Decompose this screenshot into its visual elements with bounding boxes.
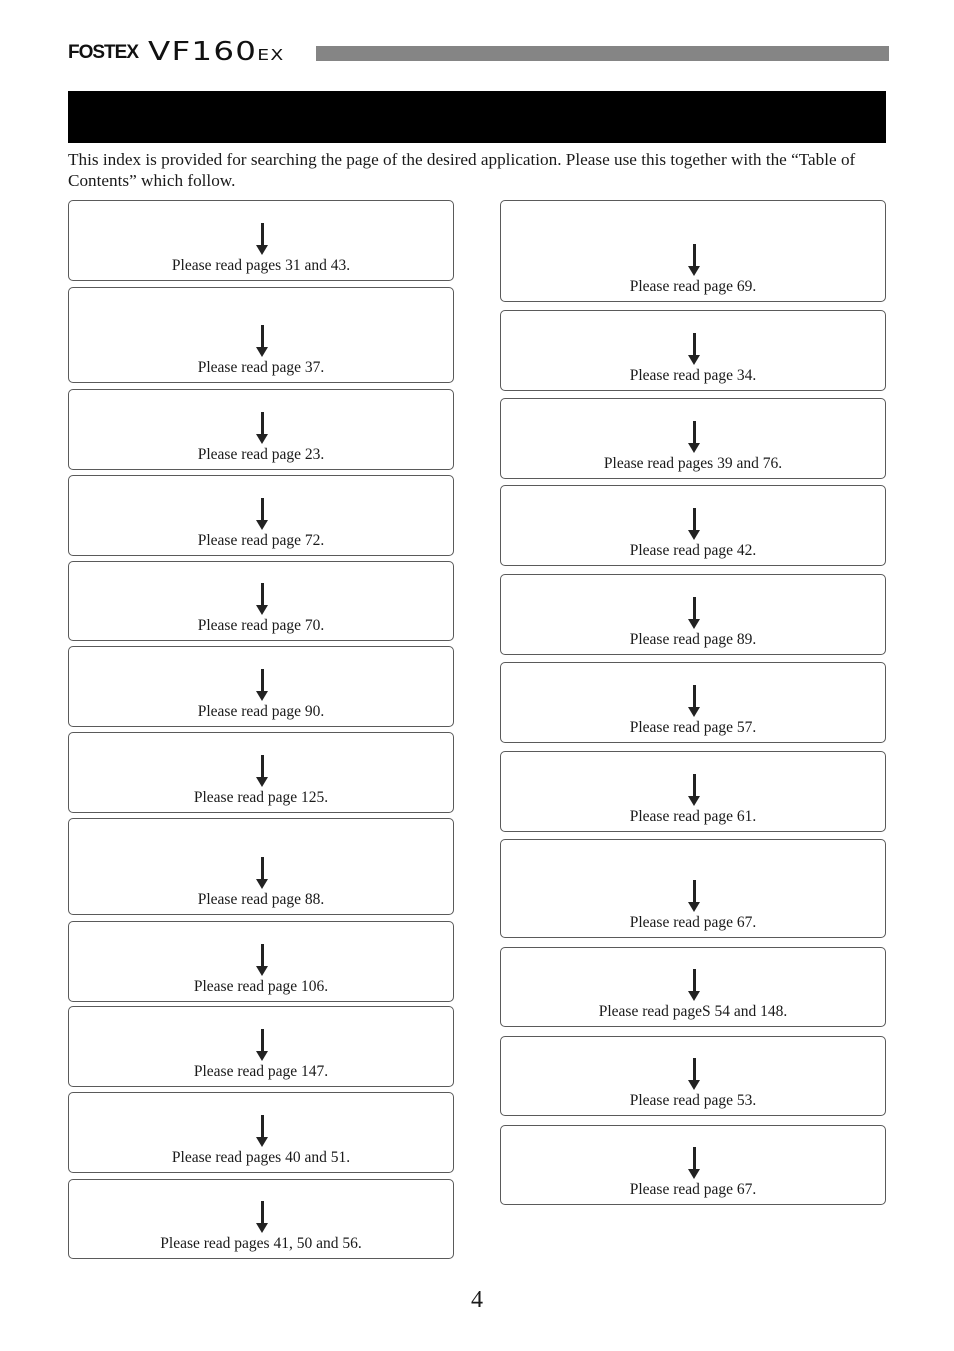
right-index-box: [500, 839, 886, 938]
right-index-box: [500, 200, 886, 302]
page-reference: Please read page 89.: [629, 631, 757, 648]
down-arrow-icon: [261, 1115, 264, 1139]
left-index-box: [68, 1179, 454, 1259]
down-arrow-icon: [693, 421, 696, 445]
left-index-box: [68, 732, 454, 813]
right-index-box: [500, 485, 886, 566]
page-reference: Please read pages 31 and 43.: [171, 257, 351, 274]
down-arrow-icon: [693, 244, 696, 268]
down-arrow-icon: [261, 669, 264, 693]
page-reference: Please read page 42.: [629, 542, 757, 559]
left-index-box: [68, 475, 454, 556]
down-arrow-icon: [261, 1029, 264, 1053]
right-index-box: [500, 1036, 886, 1116]
left-index-box: [68, 921, 454, 1002]
left-index-box: [68, 389, 454, 470]
model-name: VF160: [148, 37, 258, 67]
down-arrow-icon: [261, 1201, 264, 1225]
right-index-box: [500, 662, 886, 743]
page-reference: Please read page 70.: [197, 617, 325, 634]
down-arrow-icon: [693, 685, 696, 709]
page-reference: Please read page 125.: [193, 789, 329, 806]
down-arrow-icon: [261, 857, 264, 881]
page-reference: Please read page 67.: [629, 914, 757, 931]
left-index-box: [68, 287, 454, 383]
page-reference: Please read pages 41, 50 and 56.: [160, 1235, 362, 1252]
left-index-box: [68, 1092, 454, 1173]
page-reference: Please read page 106.: [193, 978, 329, 995]
page-reference: Please read page 23.: [197, 446, 325, 463]
page-reference: Please read page 69.: [629, 278, 757, 295]
page-reference: Please read page 88.: [197, 891, 325, 908]
page-header: [68, 37, 889, 67]
page-reference: Please read page 147.: [193, 1063, 329, 1080]
down-arrow-icon: [693, 597, 696, 621]
page-reference: Please read page 34.: [629, 367, 757, 384]
left-index-box: [68, 1006, 454, 1087]
left-index-box: [68, 200, 454, 281]
right-index-box: [500, 751, 886, 832]
down-arrow-icon: [261, 412, 264, 436]
right-index-box: [500, 947, 886, 1027]
down-arrow-icon: [693, 508, 696, 532]
left-index-box: [68, 646, 454, 727]
model-logo: [148, 37, 284, 67]
page-reference: Please read pages 40 and 51.: [171, 1149, 351, 1166]
page-reference: Please read page 72.: [197, 532, 325, 549]
page-reference: Please read page 53.: [629, 1092, 757, 1109]
page-reference: Please read page 57.: [629, 719, 757, 736]
intro-text: This index is provided for searching the page of the desired application. Please use this together with the “Table of Contents” which follow.: [68, 150, 856, 190]
down-arrow-icon: [261, 583, 264, 607]
page-reference: Please read page 90.: [197, 703, 325, 720]
down-arrow-icon: [693, 774, 696, 798]
right-index-box: [500, 1125, 886, 1205]
right-index-box: [500, 574, 886, 655]
down-arrow-icon: [261, 755, 264, 779]
left-index-box: [68, 561, 454, 641]
title-bar: [68, 91, 886, 143]
page-number: 4: [471, 1287, 483, 1313]
down-arrow-icon: [261, 223, 264, 247]
page-reference: Please read page 61.: [629, 808, 757, 825]
page-reference: Please read page 67.: [629, 1181, 757, 1198]
down-arrow-icon: [693, 969, 696, 993]
page-reference: Please read pages 39 and 76.: [603, 455, 783, 472]
down-arrow-icon: [693, 1058, 696, 1082]
down-arrow-icon: [261, 325, 264, 349]
down-arrow-icon: [261, 944, 264, 968]
brand-logo: FOSTEX: [68, 42, 139, 63]
right-index-box: [500, 310, 886, 391]
page-reference: Please read page 37.: [197, 359, 325, 376]
down-arrow-icon: [693, 333, 696, 357]
right-index-box: [500, 398, 886, 479]
model-suffix: EX: [257, 46, 285, 64]
header-rule: [316, 46, 889, 61]
down-arrow-icon: [693, 880, 696, 904]
down-arrow-icon: [693, 1147, 696, 1171]
page-reference: Please read pageS 54 and 148.: [598, 1003, 788, 1020]
left-index-box: [68, 818, 454, 915]
down-arrow-icon: [261, 498, 264, 522]
